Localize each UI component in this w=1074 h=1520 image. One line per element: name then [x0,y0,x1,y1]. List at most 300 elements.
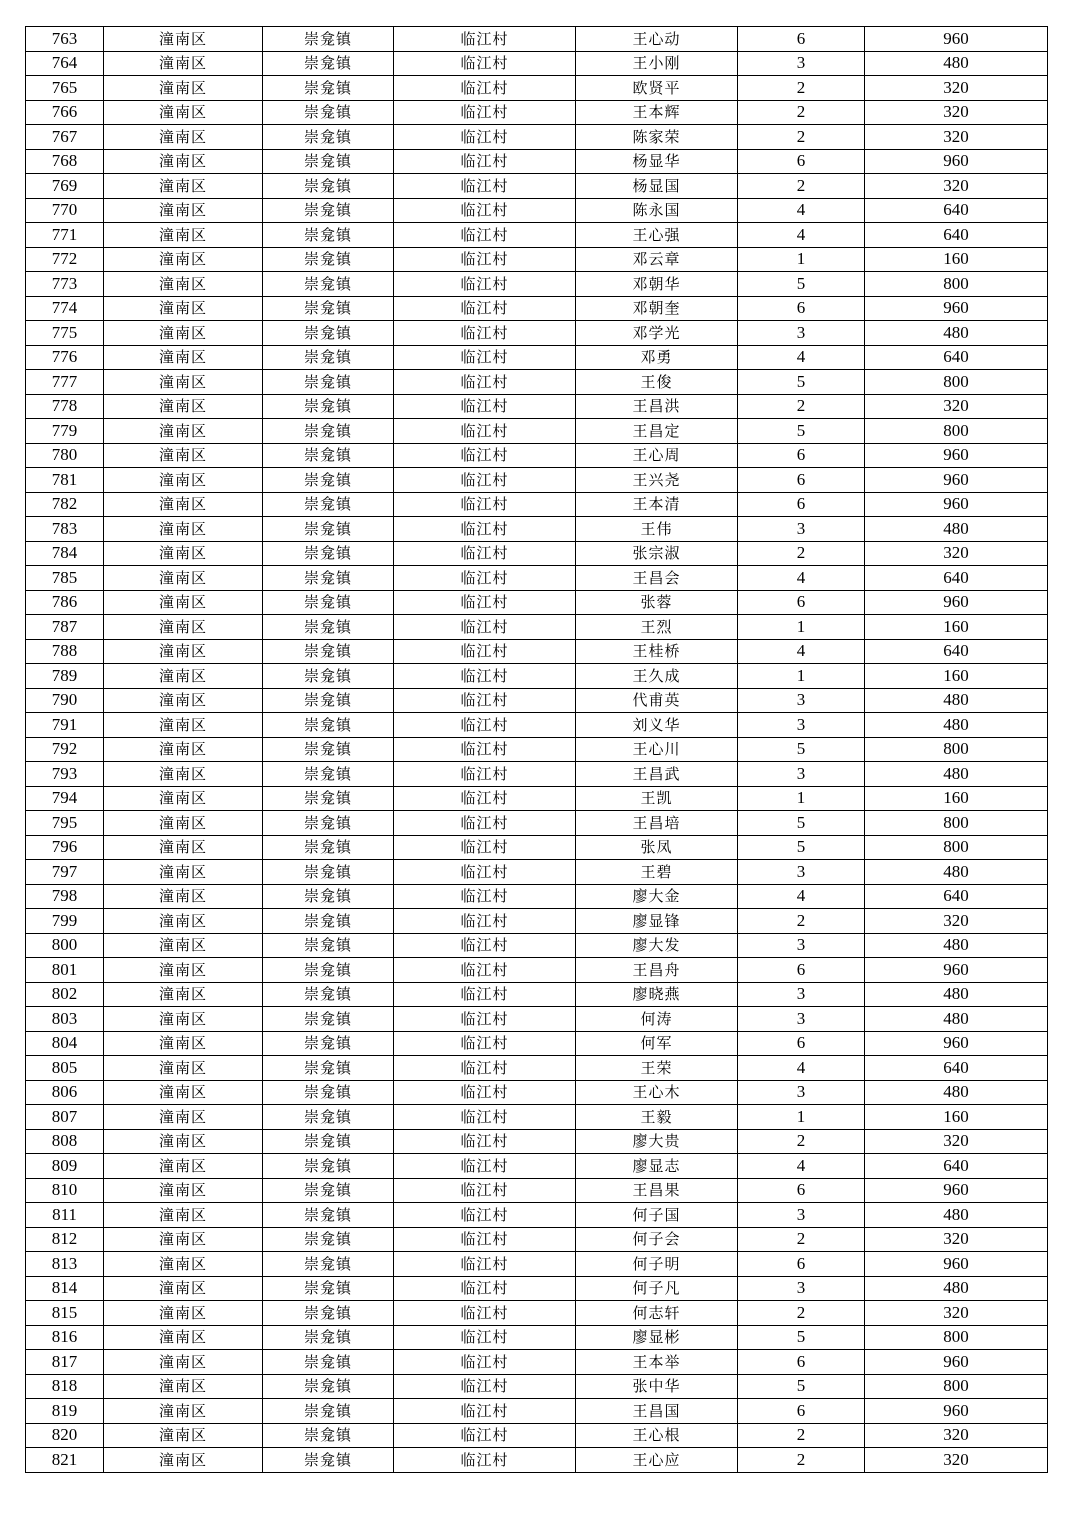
table-row [26,198,1048,223]
household-size-cell: 5 [738,737,865,762]
table-row [26,492,1048,517]
town-cell: 崇龛镇 [263,933,394,958]
name-cell: 欧贤平 [576,76,738,101]
name-cell: 廖大发 [576,933,738,958]
village-cell: 临江村 [394,419,576,444]
table-row [26,468,1048,493]
name-cell: 陈家荣 [576,125,738,150]
village-cell: 临江村 [394,1252,576,1277]
name-cell: 何子国 [576,1203,738,1228]
district-cell: 潼南区 [104,713,263,738]
row-number-cell: 788 [26,639,104,664]
name-cell: 张凤 [576,835,738,860]
amount-cell: 160 [865,247,1048,272]
table-row [26,786,1048,811]
row-number-cell: 776 [26,345,104,370]
amount-cell: 960 [865,1178,1048,1203]
household-size-cell: 2 [738,394,865,419]
village-cell: 临江村 [394,590,576,615]
row-number-cell: 763 [26,27,104,52]
village-cell: 临江村 [394,370,576,395]
household-size-cell: 2 [738,100,865,125]
household-size-cell: 1 [738,664,865,689]
row-number-cell: 791 [26,713,104,738]
district-cell: 潼南区 [104,125,263,150]
village-cell: 临江村 [394,1350,576,1375]
town-cell: 崇龛镇 [263,713,394,738]
table-row [26,419,1048,444]
amount-cell: 160 [865,615,1048,640]
district-cell: 潼南区 [104,198,263,223]
table-row [26,1203,1048,1228]
amount-cell: 960 [865,149,1048,174]
household-size-cell: 3 [738,517,865,542]
table-row [26,1105,1048,1130]
village-cell: 临江村 [394,639,576,664]
table-row [26,1350,1048,1375]
district-cell: 潼南区 [104,345,263,370]
household-size-cell: 5 [738,1325,865,1350]
row-number-cell: 770 [26,198,104,223]
village-cell: 临江村 [394,223,576,248]
village-cell: 临江村 [394,1325,576,1350]
amount-cell: 960 [865,296,1048,321]
row-number-cell: 818 [26,1374,104,1399]
town-cell: 崇龛镇 [263,1399,394,1424]
household-size-cell: 6 [738,296,865,321]
district-cell: 潼南区 [104,321,263,346]
name-cell: 廖显锋 [576,909,738,934]
name-cell: 杨显国 [576,174,738,199]
village-cell: 临江村 [394,1276,576,1301]
row-number-cell: 802 [26,982,104,1007]
amount-cell: 960 [865,27,1048,52]
household-size-cell: 1 [738,247,865,272]
household-size-cell: 3 [738,1007,865,1032]
table-row [26,51,1048,76]
row-number-cell: 810 [26,1178,104,1203]
district-cell: 潼南区 [104,468,263,493]
town-cell: 崇龛镇 [263,1080,394,1105]
amount-cell: 800 [865,811,1048,836]
name-cell: 邓勇 [576,345,738,370]
village-cell: 临江村 [394,786,576,811]
table-row [26,27,1048,52]
amount-cell: 320 [865,174,1048,199]
table-row [26,958,1048,983]
table-row [26,566,1048,591]
row-number-cell: 793 [26,762,104,787]
village-cell: 临江村 [394,1423,576,1448]
name-cell: 张中华 [576,1374,738,1399]
district-cell: 潼南区 [104,982,263,1007]
town-cell: 崇龛镇 [263,419,394,444]
name-cell: 王小刚 [576,51,738,76]
amount-cell: 320 [865,1301,1048,1326]
town-cell: 崇龛镇 [263,1203,394,1228]
amount-cell: 480 [865,517,1048,542]
village-cell: 临江村 [394,1399,576,1424]
district-cell: 潼南区 [104,762,263,787]
village-cell: 临江村 [394,468,576,493]
town-cell: 崇龛镇 [263,443,394,468]
name-cell: 王昌会 [576,566,738,591]
district-cell: 潼南区 [104,1374,263,1399]
village-cell: 临江村 [394,982,576,1007]
town-cell: 崇龛镇 [263,1423,394,1448]
village-cell: 临江村 [394,1007,576,1032]
row-number-cell: 787 [26,615,104,640]
name-cell: 王凯 [576,786,738,811]
row-number-cell: 773 [26,272,104,297]
town-cell: 崇龛镇 [263,223,394,248]
town-cell: 崇龛镇 [263,664,394,689]
town-cell: 崇龛镇 [263,492,394,517]
town-cell: 崇龛镇 [263,345,394,370]
household-size-cell: 2 [738,125,865,150]
village-cell: 临江村 [394,1374,576,1399]
village-cell: 临江村 [394,272,576,297]
village-cell: 临江村 [394,443,576,468]
row-number-cell: 794 [26,786,104,811]
town-cell: 崇龛镇 [263,762,394,787]
table-row [26,762,1048,787]
table-row [26,860,1048,885]
district-cell: 潼南区 [104,639,263,664]
name-cell: 王昌舟 [576,958,738,983]
household-size-cell: 6 [738,27,865,52]
district-cell: 潼南区 [104,394,263,419]
household-size-cell: 6 [738,443,865,468]
row-number-cell: 803 [26,1007,104,1032]
name-cell: 邓学光 [576,321,738,346]
table-row [26,1374,1048,1399]
name-cell: 王昌定 [576,419,738,444]
row-number-cell: 783 [26,517,104,542]
village-cell: 临江村 [394,1105,576,1130]
name-cell: 王心强 [576,223,738,248]
town-cell: 崇龛镇 [263,125,394,150]
name-cell: 王兴尧 [576,468,738,493]
table-row [26,1129,1048,1154]
household-size-cell: 3 [738,762,865,787]
amount-cell: 960 [865,468,1048,493]
row-number-cell: 764 [26,51,104,76]
district-cell: 潼南区 [104,615,263,640]
village-cell: 临江村 [394,811,576,836]
district-cell: 潼南区 [104,1080,263,1105]
village-cell: 临江村 [394,541,576,566]
household-size-cell: 6 [738,468,865,493]
district-cell: 潼南区 [104,1056,263,1081]
name-cell: 王本举 [576,1350,738,1375]
name-cell: 王碧 [576,860,738,885]
name-cell: 王心应 [576,1448,738,1473]
amount-cell: 320 [865,76,1048,101]
amount-cell: 160 [865,1105,1048,1130]
district-cell: 潼南区 [104,884,263,909]
row-number-cell: 800 [26,933,104,958]
household-size-cell: 3 [738,688,865,713]
amount-cell: 480 [865,933,1048,958]
row-number-cell: 765 [26,76,104,101]
amount-cell: 800 [865,835,1048,860]
name-cell: 王昌培 [576,811,738,836]
table-row [26,664,1048,689]
village-cell: 临江村 [394,174,576,199]
district-cell: 潼南区 [104,737,263,762]
table-row [26,1399,1048,1424]
village-cell: 临江村 [394,149,576,174]
town-cell: 崇龛镇 [263,174,394,199]
name-cell: 王心木 [576,1080,738,1105]
table-row [26,1448,1048,1473]
household-size-cell: 4 [738,1154,865,1179]
household-size-cell: 3 [738,982,865,1007]
household-size-cell: 6 [738,958,865,983]
table-row [26,296,1048,321]
row-number-cell: 796 [26,835,104,860]
household-size-cell: 2 [738,1227,865,1252]
town-cell: 崇龛镇 [263,1154,394,1179]
village-cell: 临江村 [394,27,576,52]
row-number-cell: 805 [26,1056,104,1081]
household-size-cell: 4 [738,639,865,664]
town-cell: 崇龛镇 [263,1031,394,1056]
district-cell: 潼南区 [104,1105,263,1130]
district-cell: 潼南区 [104,909,263,934]
row-number-cell: 781 [26,468,104,493]
name-cell: 王昌果 [576,1178,738,1203]
town-cell: 崇龛镇 [263,394,394,419]
household-size-cell: 5 [738,835,865,860]
household-size-cell: 5 [738,272,865,297]
household-size-cell: 3 [738,321,865,346]
household-size-cell: 2 [738,541,865,566]
row-number-cell: 815 [26,1301,104,1326]
town-cell: 崇龛镇 [263,198,394,223]
name-cell: 王心川 [576,737,738,762]
amount-cell: 480 [865,713,1048,738]
name-cell: 邓云章 [576,247,738,272]
district-cell: 潼南区 [104,664,263,689]
name-cell: 王心动 [576,27,738,52]
town-cell: 崇龛镇 [263,786,394,811]
town-cell: 崇龛镇 [263,296,394,321]
row-number-cell: 809 [26,1154,104,1179]
amount-cell: 640 [865,639,1048,664]
table-row [26,639,1048,664]
village-cell: 临江村 [394,1056,576,1081]
town-cell: 崇龛镇 [263,1105,394,1130]
household-size-cell: 5 [738,419,865,444]
village-cell: 临江村 [394,688,576,713]
name-cell: 何涛 [576,1007,738,1032]
name-cell: 廖显志 [576,1154,738,1179]
village-cell: 临江村 [394,1203,576,1228]
name-cell: 王桂桥 [576,639,738,664]
amount-cell: 640 [865,884,1048,909]
row-number-cell: 812 [26,1227,104,1252]
village-cell: 临江村 [394,933,576,958]
town-cell: 崇龛镇 [263,737,394,762]
town-cell: 崇龛镇 [263,272,394,297]
amount-cell: 160 [865,786,1048,811]
amount-cell: 160 [865,664,1048,689]
row-number-cell: 784 [26,541,104,566]
row-number-cell: 768 [26,149,104,174]
table-row [26,517,1048,542]
name-cell: 廖显彬 [576,1325,738,1350]
district-cell: 潼南区 [104,566,263,591]
row-number-cell: 777 [26,370,104,395]
household-size-cell: 4 [738,223,865,248]
district-cell: 潼南区 [104,1325,263,1350]
village-cell: 临江村 [394,321,576,346]
town-cell: 崇龛镇 [263,835,394,860]
village-cell: 临江村 [394,664,576,689]
town-cell: 崇龛镇 [263,1374,394,1399]
village-cell: 临江村 [394,517,576,542]
district-cell: 潼南区 [104,688,263,713]
district-cell: 潼南区 [104,443,263,468]
row-number-cell: 779 [26,419,104,444]
district-cell: 潼南区 [104,149,263,174]
household-size-cell: 3 [738,1203,865,1228]
household-size-cell: 1 [738,786,865,811]
household-size-cell: 1 [738,1105,865,1130]
name-cell: 王烈 [576,615,738,640]
district-cell: 潼南区 [104,1301,263,1326]
town-cell: 崇龛镇 [263,639,394,664]
name-cell: 邓朝华 [576,272,738,297]
district-cell: 潼南区 [104,590,263,615]
district-cell: 潼南区 [104,1399,263,1424]
row-number-cell: 785 [26,566,104,591]
village-cell: 临江村 [394,125,576,150]
table-row [26,443,1048,468]
town-cell: 崇龛镇 [263,51,394,76]
town-cell: 崇龛镇 [263,860,394,885]
district-cell: 潼南区 [104,835,263,860]
village-cell: 临江村 [394,909,576,934]
row-number-cell: 814 [26,1276,104,1301]
table-row [26,1031,1048,1056]
name-cell: 代甫英 [576,688,738,713]
table-row [26,835,1048,860]
name-cell: 何子明 [576,1252,738,1277]
row-number-cell: 808 [26,1129,104,1154]
household-size-cell: 2 [738,1423,865,1448]
town-cell: 崇龛镇 [263,541,394,566]
village-cell: 临江村 [394,1031,576,1056]
district-cell: 潼南区 [104,223,263,248]
district-cell: 潼南区 [104,1178,263,1203]
district-cell: 潼南区 [104,27,263,52]
district-cell: 潼南区 [104,174,263,199]
town-cell: 崇龛镇 [263,811,394,836]
town-cell: 崇龛镇 [263,1325,394,1350]
name-cell: 廖大金 [576,884,738,909]
row-number-cell: 797 [26,860,104,885]
name-cell: 何军 [576,1031,738,1056]
district-cell: 潼南区 [104,1203,263,1228]
district-cell: 潼南区 [104,1350,263,1375]
table-row [26,1301,1048,1326]
village-cell: 临江村 [394,835,576,860]
village-cell: 临江村 [394,860,576,885]
district-cell: 潼南区 [104,492,263,517]
household-size-cell: 2 [738,1129,865,1154]
household-size-cell: 6 [738,1031,865,1056]
district-cell: 潼南区 [104,51,263,76]
town-cell: 崇龛镇 [263,247,394,272]
table-row [26,688,1048,713]
village-cell: 临江村 [394,1129,576,1154]
amount-cell: 320 [865,1448,1048,1473]
district-cell: 潼南区 [104,1276,263,1301]
district-cell: 潼南区 [104,541,263,566]
amount-cell: 480 [865,982,1048,1007]
name-cell: 王昌洪 [576,394,738,419]
table-row [26,370,1048,395]
name-cell: 陈永国 [576,198,738,223]
amount-cell: 320 [865,541,1048,566]
row-number-cell: 807 [26,1105,104,1130]
household-size-cell: 6 [738,149,865,174]
town-cell: 崇龛镇 [263,100,394,125]
amount-cell: 480 [865,1203,1048,1228]
name-cell: 杨显华 [576,149,738,174]
amount-cell: 960 [865,1252,1048,1277]
beneficiary-table [25,26,1048,1473]
district-cell: 潼南区 [104,1007,263,1032]
table-row [26,394,1048,419]
table-row [26,321,1048,346]
name-cell: 王心周 [576,443,738,468]
household-size-cell: 6 [738,1252,865,1277]
row-number-cell: 806 [26,1080,104,1105]
amount-cell: 480 [865,321,1048,346]
table-body [26,27,1048,1473]
village-cell: 临江村 [394,1227,576,1252]
row-number-cell: 792 [26,737,104,762]
table-row [26,1178,1048,1203]
row-number-cell: 795 [26,811,104,836]
household-size-cell: 2 [738,1301,865,1326]
name-cell: 王昌武 [576,762,738,787]
name-cell: 刘义华 [576,713,738,738]
town-cell: 崇龛镇 [263,76,394,101]
household-size-cell: 4 [738,566,865,591]
household-size-cell: 5 [738,370,865,395]
village-cell: 临江村 [394,51,576,76]
table-row [26,1154,1048,1179]
household-size-cell: 3 [738,713,865,738]
village-cell: 临江村 [394,100,576,125]
table-row [26,590,1048,615]
town-cell: 崇龛镇 [263,909,394,934]
town-cell: 崇龛镇 [263,982,394,1007]
town-cell: 崇龛镇 [263,1056,394,1081]
amount-cell: 480 [865,1276,1048,1301]
table-row [26,884,1048,909]
table-row [26,1325,1048,1350]
district-cell: 潼南区 [104,1448,263,1473]
district-cell: 潼南区 [104,1129,263,1154]
district-cell: 潼南区 [104,370,263,395]
village-cell: 临江村 [394,958,576,983]
